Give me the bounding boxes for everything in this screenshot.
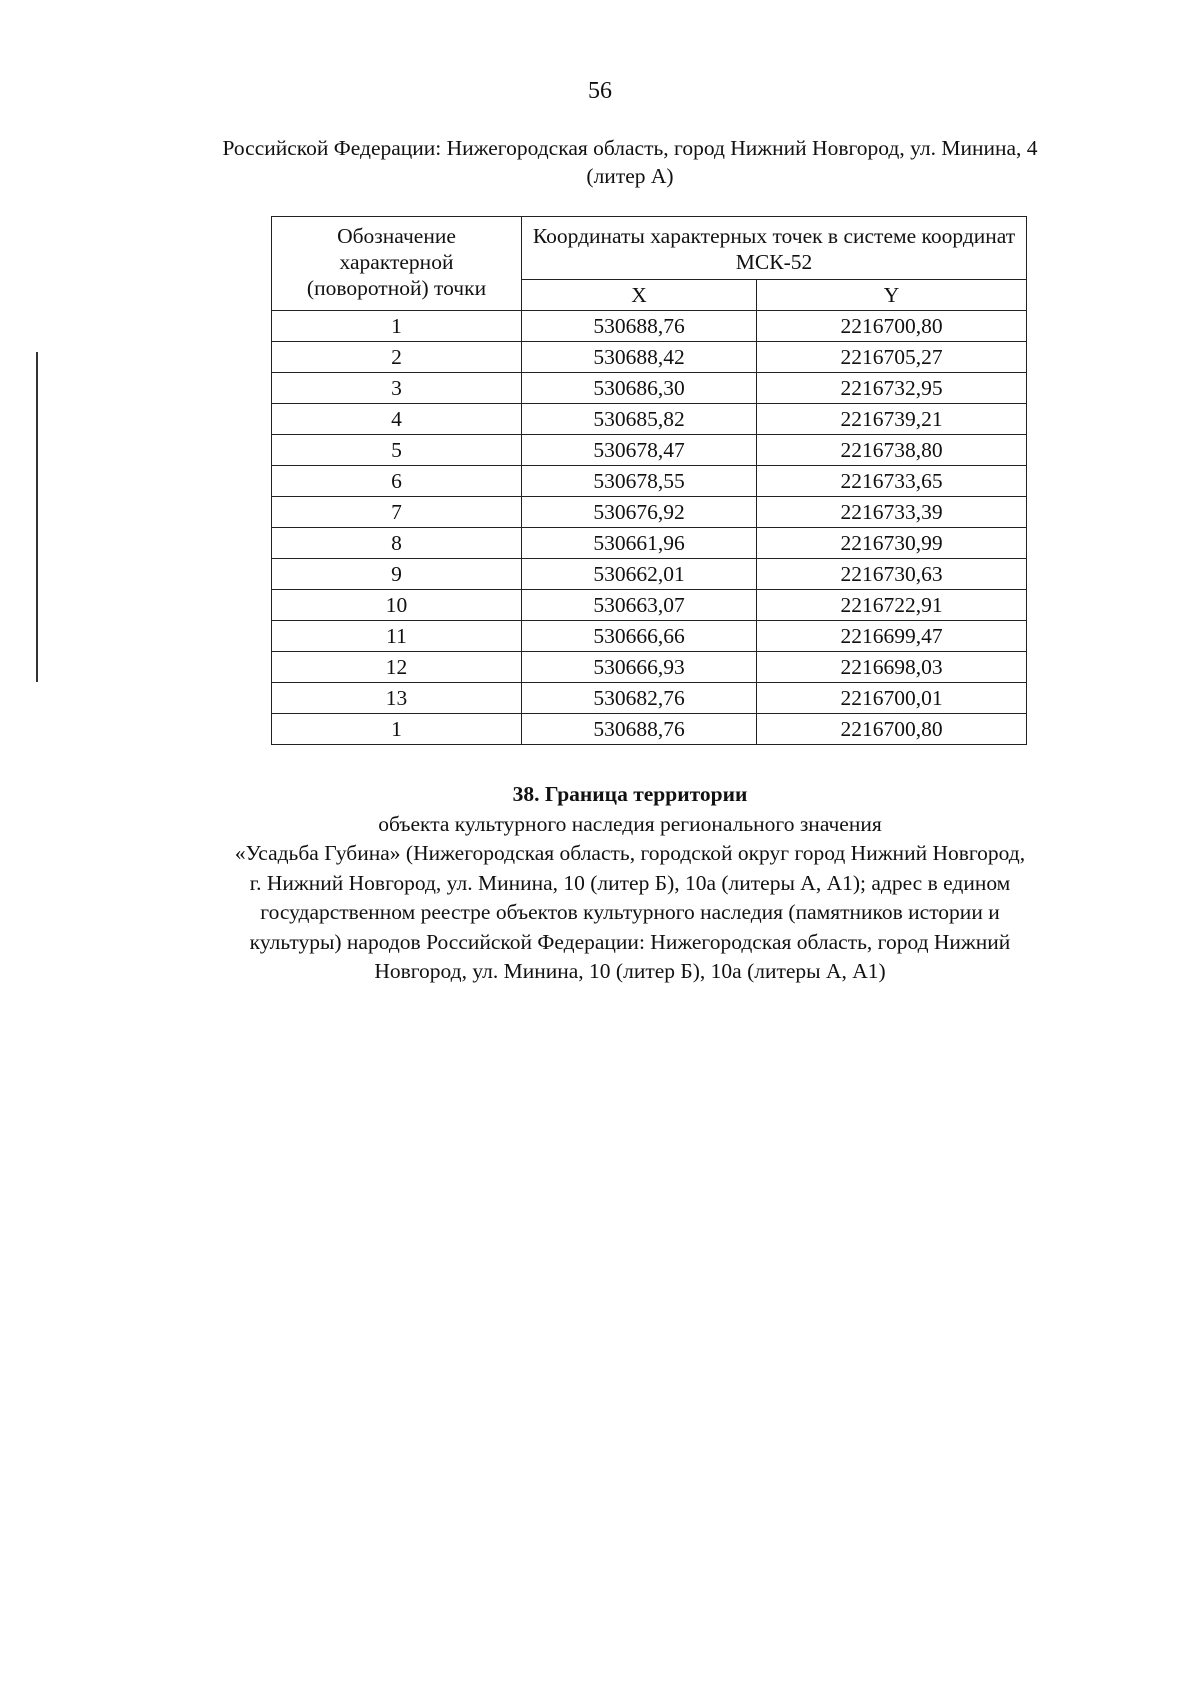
cell-y: 2216700,80 xyxy=(757,714,1027,745)
header-point: Обозначение характерной (поворотной) точки xyxy=(272,217,522,311)
header-x: X xyxy=(522,280,757,311)
coordinates-table xyxy=(271,216,1027,745)
cell-point: 9 xyxy=(272,559,522,590)
cell-point: 7 xyxy=(272,497,522,528)
cell-y: 2216739,21 xyxy=(757,404,1027,435)
section-line-5: культуры) народов Российской Федерации: Нижегородская область, город Нижний xyxy=(249,929,1011,954)
page-number: 56 xyxy=(588,78,612,104)
cell-point: 13 xyxy=(272,683,522,714)
cell-y: 2216730,99 xyxy=(757,528,1027,559)
intro-line-2: (литер А) xyxy=(586,164,674,188)
table-row xyxy=(272,590,1027,621)
margin-mark xyxy=(36,352,38,682)
cell-x: 530688,76 xyxy=(522,311,757,342)
cell-y: 2216732,95 xyxy=(757,373,1027,404)
cell-y: 2216700,80 xyxy=(757,311,1027,342)
cell-point: 8 xyxy=(272,528,522,559)
cell-x: 530682,76 xyxy=(522,683,757,714)
cell-point: 4 xyxy=(272,404,522,435)
cell-y: 2216700,01 xyxy=(757,683,1027,714)
cell-y: 2216705,27 xyxy=(757,342,1027,373)
table-row xyxy=(272,311,1027,342)
table-row xyxy=(272,652,1027,683)
cell-x: 530688,76 xyxy=(522,714,757,745)
section-line-6: Новгород, ул. Минина, 10 (литер Б), 10а (литеры А, А1) xyxy=(374,959,886,983)
cell-y: 2216733,65 xyxy=(757,466,1027,497)
header-y: Y xyxy=(757,280,1027,311)
cell-x: 530663,07 xyxy=(522,590,757,621)
cell-x: 530666,93 xyxy=(522,652,757,683)
cell-x: 530676,92 xyxy=(522,497,757,528)
table-row xyxy=(272,621,1027,652)
cell-x: 530678,47 xyxy=(522,435,757,466)
intro-line-1: Российской Федерации: Нижегородская область, город Нижний Новгород, ул. Минина, 4 xyxy=(222,136,1038,160)
section-38 xyxy=(140,780,1120,987)
cell-point: 10 xyxy=(272,590,522,621)
table-row xyxy=(272,435,1027,466)
cell-point: 6 xyxy=(272,466,522,497)
section-title: 38. Граница территории xyxy=(512,782,748,806)
header-coords: Координаты характерных точек в системе координат МСК-52 xyxy=(522,217,1027,280)
cell-point: 5 xyxy=(272,435,522,466)
cell-x: 530685,82 xyxy=(522,404,757,435)
cell-x: 530666,66 xyxy=(522,621,757,652)
cell-point: 12 xyxy=(272,652,522,683)
cell-x: 530661,96 xyxy=(522,528,757,559)
cell-x: 530686,30 xyxy=(522,373,757,404)
cell-y: 2216733,39 xyxy=(757,497,1027,528)
cell-x: 530688,42 xyxy=(522,342,757,373)
section-line-1: объекта культурного наследия регионального значения xyxy=(378,811,882,836)
cell-point: 1 xyxy=(272,311,522,342)
table-row xyxy=(272,497,1027,528)
section-line-4: государственном реестре объектов культурного наследия (памятников истории и xyxy=(260,900,1000,924)
cell-y: 2216722,91 xyxy=(757,590,1027,621)
intro-text xyxy=(140,134,1120,190)
section-line-2: «Усадьба Губина» (Нижегородская область, городской округ город Нижний Новгород, xyxy=(234,841,1026,865)
table-row xyxy=(272,466,1027,497)
table-row xyxy=(272,373,1027,404)
cell-y: 2216699,47 xyxy=(757,621,1027,652)
cell-point: 2 xyxy=(272,342,522,373)
table-row xyxy=(272,683,1027,714)
table-row xyxy=(272,404,1027,435)
cell-y: 2216730,63 xyxy=(757,559,1027,590)
table-row xyxy=(272,714,1027,745)
cell-point: 11 xyxy=(272,621,522,652)
table-row xyxy=(272,559,1027,590)
cell-y: 2216698,03 xyxy=(757,652,1027,683)
cell-y: 2216738,80 xyxy=(757,435,1027,466)
table-header-row xyxy=(272,217,1027,280)
cell-point: 1 xyxy=(272,714,522,745)
table-row xyxy=(272,528,1027,559)
cell-x: 530678,55 xyxy=(522,466,757,497)
table-row xyxy=(272,342,1027,373)
cell-point: 3 xyxy=(272,373,522,404)
section-line-3: г. Нижний Новгород, ул. Минина, 10 (литер Б), 10а (литеры А, А1); адрес в едином xyxy=(249,870,1011,895)
cell-x: 530662,01 xyxy=(522,559,757,590)
table-body xyxy=(272,311,1027,745)
